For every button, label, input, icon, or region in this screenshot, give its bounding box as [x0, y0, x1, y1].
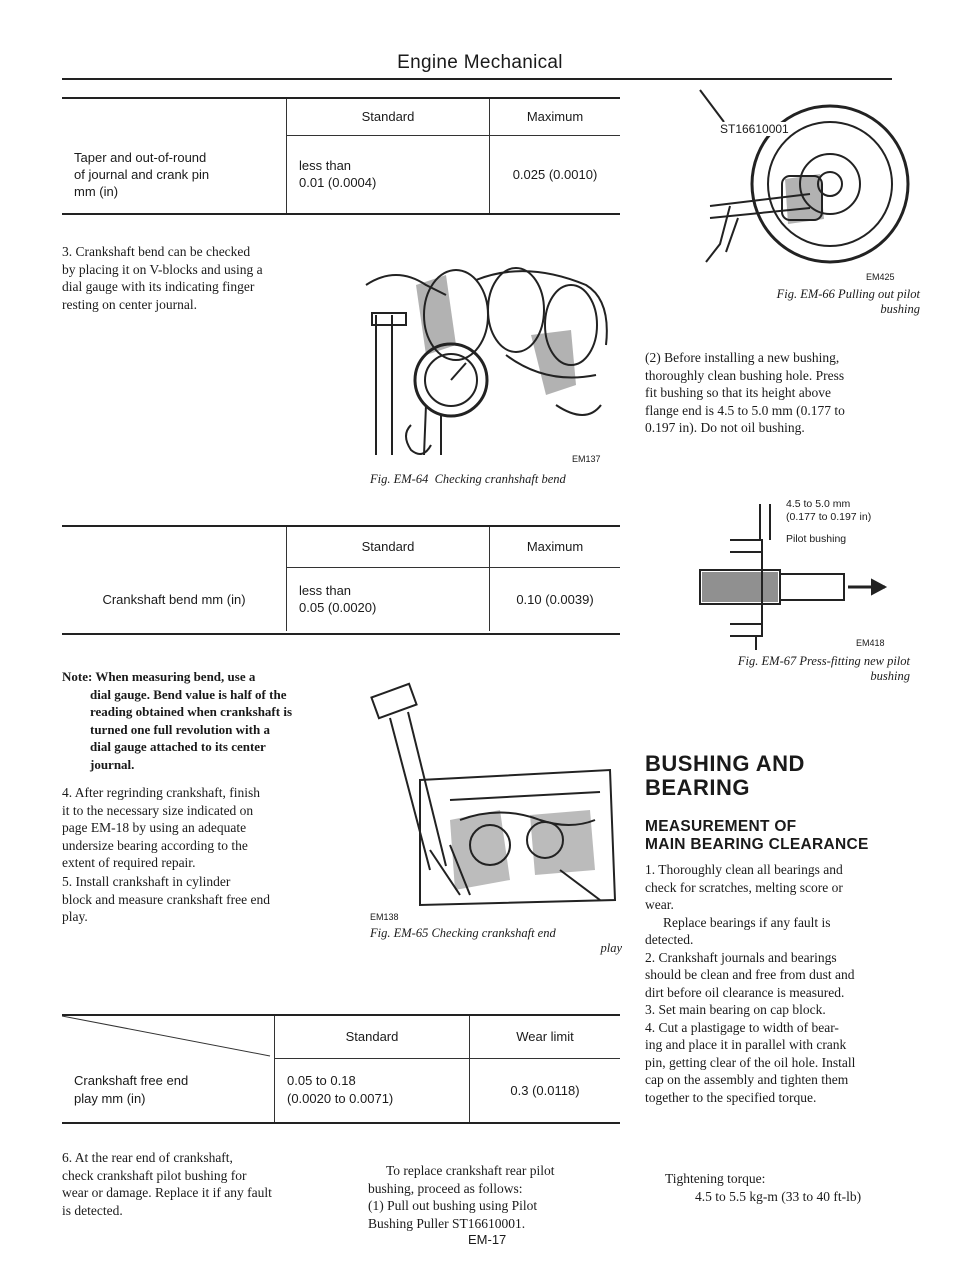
table2-row-label: Crankshaft bend mm (in): [102, 591, 246, 607]
header-rule: [62, 78, 892, 80]
fig-em65-illustration: [360, 670, 622, 910]
step4-paragraph: 4. After regrinding crankshaft, finish it to the necessary size indicated on page EM-18 by using an adequate undersize bearing according to the extent of required repair.: [62, 785, 260, 870]
step6-paragraph: 6. At the rear end of crankshaft, check crankshaft pilot bushing for wear or damage. Replace it if any fault is detected.: [62, 1150, 272, 1218]
table3-row-label: Crankshaft free end play mm (in): [74, 1073, 189, 1106]
fig-em66-code: EM425: [866, 272, 895, 282]
table1-row-label: Taper and out-of-round of journal and crank pin mm (in): [74, 149, 210, 199]
fig-em65-caption: Fig. EM-65 Checking crankshaft end play: [370, 926, 622, 955]
table2: [62, 527, 620, 631]
section-title: BUSHING AND BEARING: [645, 751, 805, 800]
table2-standard-value: less than 0.05 (0.0020): [287, 567, 490, 631]
fig-em66-caption: Fig. EM-66 Pulling out pilot bushing: [776, 287, 920, 316]
install-bushing-paragraph: (2) Before installing a new bushing, thoroughly clean bushing hole. Press fit bushing so that its height above flange end is 4.5 to 5.0 mm (0.177 to 0.197 in). Do not oil bushing.: [645, 350, 845, 435]
note-block: Note: When measuring bend, use a dial gauge. Bend value is half of the reading obtained when crankshaft is turned one full revolution with a dial gauge attached to its center journal.: [62, 669, 293, 772]
page-number: EM-17: [468, 1232, 507, 1247]
table1-header-standard: Standard: [287, 99, 490, 135]
subsection-title: MEASUREMENT OF MAIN BEARING CLEARANCE: [645, 818, 869, 853]
replace-paragraph: To replace crankshaft rear pilot bushing, proceed as follows: (1) Pull out bushing using Pilot Bushing Puller ST16610001.: [368, 1163, 555, 1231]
fig-em67-caption: Fig. EM-67 Press-fitting new pilot bushing: [737, 654, 910, 683]
bearing-steps-paragraph: 1. Thoroughly clean all bearings and check for scratches, melting score or wear. Replace bearings if any fault is detected. 2. Crankshaft journals and bearings should be clean and free from dust and dirt before oil clearance is measured. 3. Set main bearing on cap block. 4. Cut a plastigage to width of bear- ing and place it in parallel with crank pin, getting clear of the oil hole. Install cap on the assembly and tighten them together to the specified torque.: [645, 862, 856, 1105]
table2-bottom-rule: [62, 633, 620, 635]
torque-spec: Tightening torque: 4.5 to 5.5 kg-m (33 to 40 ft-lb): [665, 1171, 862, 1204]
step5-paragraph: 5. Install crankshaft in cylinder block and measure crankshaft free end play.: [62, 874, 271, 924]
fig-em66-tool-label: ST16610001: [720, 122, 789, 136]
table1-bottom-rule: [62, 213, 620, 215]
table1-standard-value: less than 0.01 (0.0004): [287, 135, 490, 213]
table1-header-maximum: Maximum: [490, 99, 621, 135]
fig-em64-caption: Fig. EM-64 Checking cranhshaft bend: [370, 472, 566, 486]
page-header: Engine Mechanical: [397, 52, 563, 73]
fig-em67-code: EM418: [856, 638, 885, 648]
fig-em65-code: EM138: [370, 912, 399, 922]
table3-bottom-rule: [62, 1122, 620, 1124]
table3-standard-value: 0.05 to 0.18 (0.0020 to 0.0071): [275, 1058, 470, 1122]
fig-em67-label-pilot-bushing: Pilot bushing: [786, 533, 847, 545]
step3-paragraph: 3. Crankshaft bend can be checked by placing it on V-blocks and using a dial gauge with its indicating finger resting on center journal.: [62, 244, 263, 312]
table2-header-maximum: Maximum: [490, 527, 621, 567]
table3-wear-value: 0.3 (0.0118): [470, 1058, 621, 1122]
table2-maximum-value: 0.10 (0.0039): [490, 567, 621, 631]
fig-em64-code: EM137: [572, 454, 601, 464]
table2-header-standard: Standard: [287, 527, 490, 567]
table1-maximum-value: 0.025 (0.0010): [490, 135, 621, 213]
table3-header-wear: Wear limit: [470, 1016, 621, 1058]
fig-em64-illustration: [356, 255, 620, 467]
table3: [62, 1016, 620, 1122]
table3-header-standard: Standard: [275, 1016, 470, 1058]
fig-em66-illustration: [690, 84, 912, 280]
fig-em67-dimension: 4.5 to 5.0 mm (0.177 to 0.197 in): [786, 498, 872, 523]
table1: [62, 99, 620, 213]
